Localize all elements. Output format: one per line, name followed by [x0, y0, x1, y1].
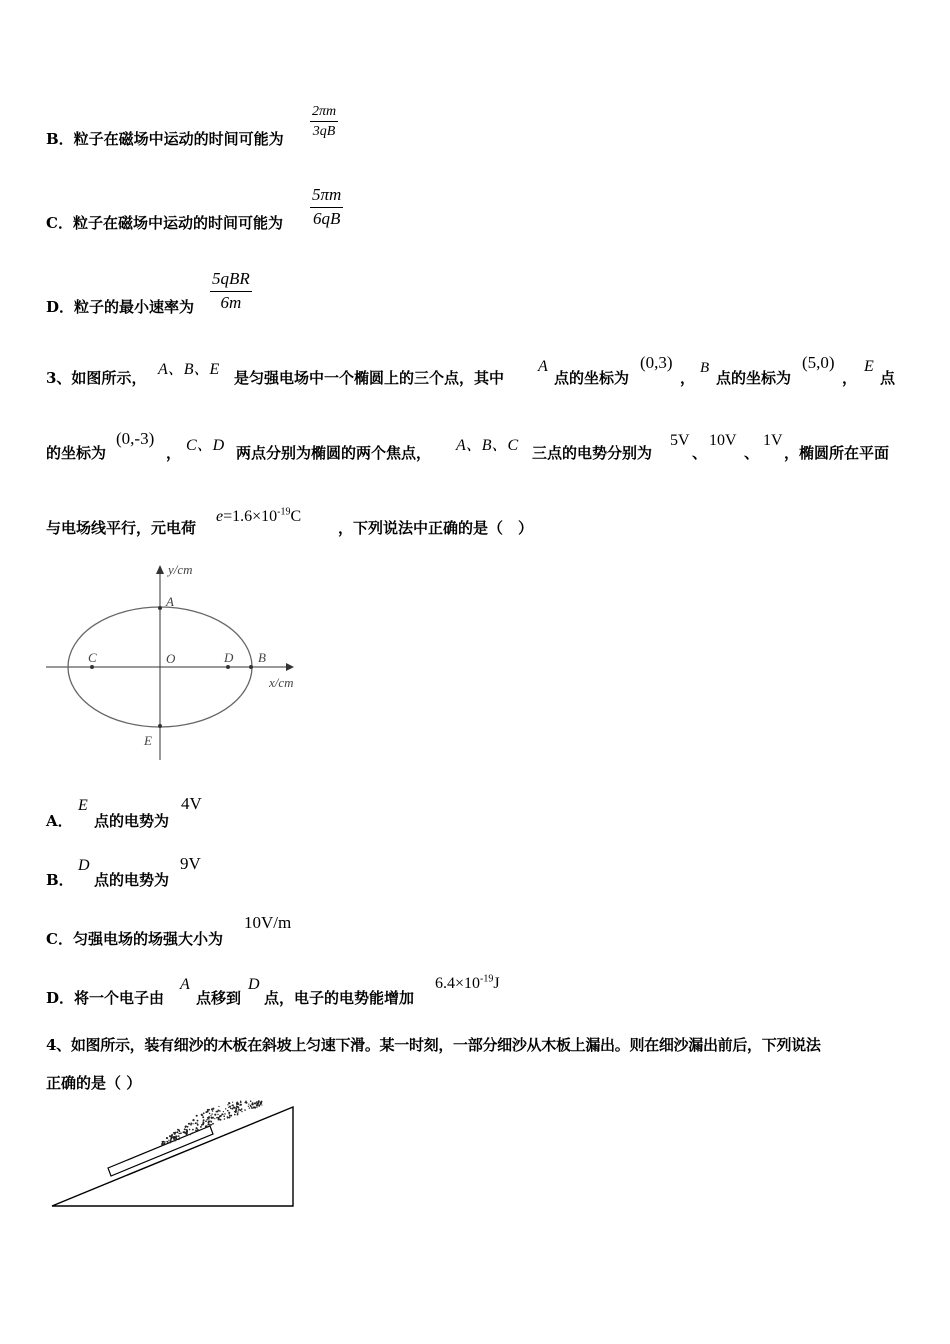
q3-potential-2: 10V	[709, 432, 737, 449]
q3-option-a-value: 4V	[181, 794, 202, 813]
q3-stem-line3	[46, 517, 196, 538]
q3-text6: 两点分别为椭圆的两个焦点，	[236, 444, 432, 462]
q3-option-b-var: D	[78, 857, 90, 874]
label-a: A	[166, 594, 174, 609]
q3-text2: 点的坐标为	[554, 369, 630, 387]
q4-stem-line1	[46, 1034, 821, 1055]
point-e	[158, 724, 162, 728]
q2-option-b-num: 2πm	[312, 104, 337, 119]
q4-incline-figure	[44, 1098, 304, 1214]
q3-option-d-prefix: D．将一个电子由	[46, 989, 165, 1007]
q3-option-b-text: 点的电势为	[94, 871, 170, 889]
q2-option-b-den: 3qB	[312, 124, 336, 140]
q3-option-d-unit: J	[493, 975, 500, 992]
q3-option-d	[46, 987, 164, 1008]
q3-option-d-exp: -19	[480, 973, 494, 985]
q3-option-c-value: 10V/m	[244, 913, 292, 932]
point-a	[158, 606, 162, 610]
q3-charge-unit: C	[290, 508, 302, 525]
q3-text5: 的坐标为	[46, 444, 107, 462]
label-b: B	[258, 650, 266, 665]
q2-option-c-num: 5πm	[312, 185, 342, 204]
q3-option-d-text: 点，电子的电势能增加	[264, 989, 415, 1007]
q3-text3: 点的坐标为	[716, 369, 792, 387]
q3-option-a-var: E	[78, 797, 88, 814]
q3-option-a-text: 点的电势为	[94, 812, 170, 830]
q3-option-d-mid: 点移到	[196, 989, 242, 1007]
q3-option-a-prefix: A．	[46, 812, 73, 830]
q3-text9: 与电场线平行，元电荷	[46, 519, 197, 537]
point-b	[249, 665, 253, 669]
q3-text7: 三点的电势分别为	[532, 444, 653, 462]
q3-sep2: 、	[744, 444, 760, 462]
q3-coord-a: (0,3)	[640, 353, 673, 372]
q3-option-d-var2: D	[248, 976, 260, 993]
q2-option-d-num: 5qBR	[212, 269, 250, 288]
q4-line2: 正确的是（ ）	[46, 1074, 142, 1092]
q4-line1: 4、如图所示，装有细沙的木板在斜坡上匀速下滑。某一时刻，一部分细沙从木板上漏出。则在细沙漏出前后，下列说法	[46, 1036, 821, 1054]
x-axis-label: x/cm	[269, 675, 294, 690]
q2-option-d-den: 6m	[220, 292, 242, 312]
label-c: C	[88, 650, 97, 665]
q2-option-b-fraction	[310, 104, 338, 140]
q4-stem-line2	[46, 1072, 141, 1093]
q3-potential-3: 1V	[763, 432, 783, 449]
q3-option-d-var1: A	[180, 976, 190, 993]
label-o: O	[166, 651, 176, 666]
q3-option-b-prefix: B．	[46, 871, 74, 889]
q3-charge-formula	[216, 506, 301, 526]
q3-option-d-value: 6.4×10	[435, 975, 481, 992]
q3-stem-line2	[46, 442, 106, 463]
q3-charge-eq: =1.6×10	[223, 508, 278, 525]
q2-option-b-label: B．粒子在磁场中运动的时间可能为	[46, 130, 284, 148]
q2-option-b	[46, 128, 284, 149]
label-d: D	[224, 650, 234, 665]
q2-option-d-label: D．粒子的最小速率为	[46, 298, 195, 316]
q2-option-c-label: C．粒子在磁场中运动的时间可能为	[46, 214, 283, 232]
q3-option-c	[46, 928, 223, 949]
q3-coord-e: (0,-3)	[116, 429, 155, 448]
q3-text1: 是匀强电场中一个椭圆上的三个点，其中	[234, 369, 505, 387]
x-axis-arrow	[286, 663, 294, 671]
q3-sep1: 、	[692, 444, 708, 462]
y-axis-arrow	[156, 565, 164, 574]
q3-stem-line1	[46, 367, 146, 388]
sand	[161, 1100, 262, 1146]
q3-points-cd: C、D	[186, 437, 225, 454]
q2-option-c-fraction	[310, 186, 343, 228]
board	[108, 1126, 213, 1176]
q3-points-abc: A、B、C	[456, 437, 519, 454]
q3-ellipse-figure	[40, 560, 310, 770]
q3-option-a	[46, 810, 73, 831]
q3-text10: ，下列说法中正确的是（ ）	[338, 519, 534, 537]
q3-comma3: ，	[166, 444, 182, 462]
q3-comma1: ，	[680, 369, 696, 387]
q3-comma2: ，	[842, 369, 858, 387]
q3-number: 3、如图所示，	[46, 369, 147, 387]
q3-text8: ，椭圆所在平面	[784, 444, 890, 462]
q3-charge-exp: -19	[277, 506, 291, 518]
y-axis-label: y/cm	[168, 562, 193, 577]
q3-potential-1: 5V	[670, 432, 690, 449]
q3-option-b	[46, 869, 74, 890]
q3-points-abe: A、B、E	[158, 361, 220, 378]
q3-option-d-formula	[435, 973, 500, 993]
q3-charge-e: e	[216, 508, 224, 525]
q2-option-d	[46, 296, 194, 317]
q2-option-c-den: 6qB	[312, 208, 341, 228]
q3-text4: 点	[880, 369, 896, 387]
label-e: E	[144, 733, 152, 748]
q3-option-c-prefix: C．匀强电场的场强大小为	[46, 930, 223, 948]
q3-var-b: B	[700, 360, 710, 376]
q3-option-b-value: 9V	[180, 854, 201, 873]
q3-coord-b: (5,0)	[802, 353, 835, 372]
point-d	[226, 665, 230, 669]
q3-var-e: E	[864, 358, 874, 375]
incline	[52, 1107, 293, 1206]
q3-var-a: A	[538, 358, 548, 375]
point-c	[90, 665, 94, 669]
q2-option-c	[46, 212, 283, 233]
q2-option-d-fraction	[210, 270, 252, 312]
